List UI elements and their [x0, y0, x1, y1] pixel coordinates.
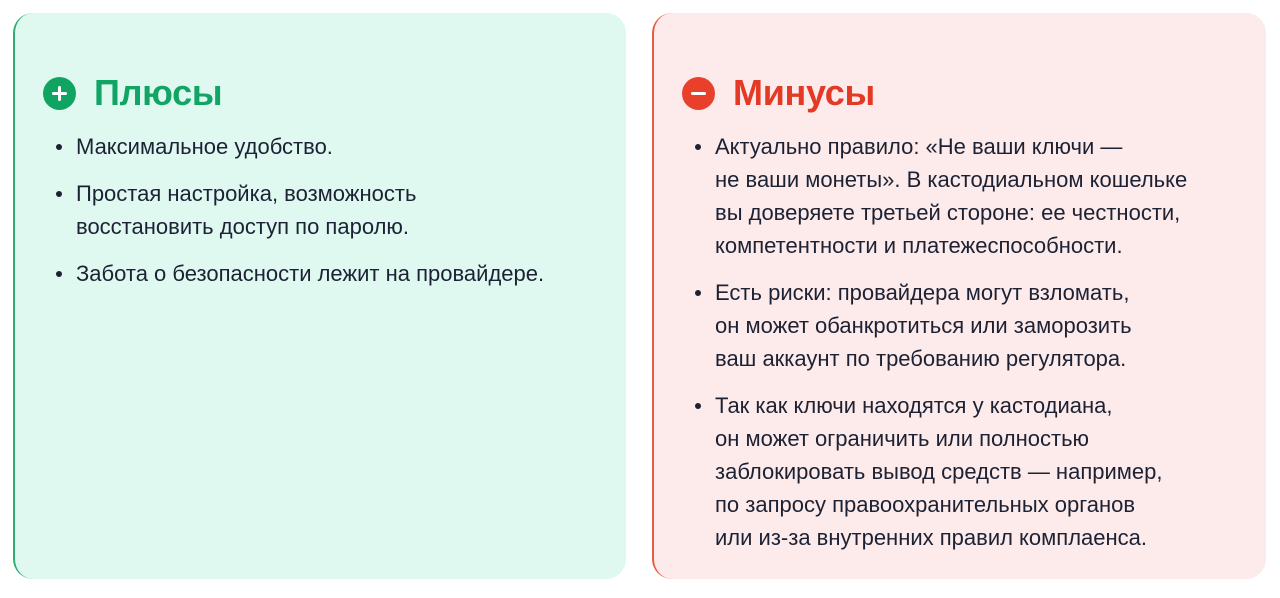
plus-circle-icon [43, 77, 76, 110]
pros-list [55, 130, 606, 304]
cons-header [682, 71, 875, 115]
pros-card [13, 13, 626, 579]
pros-title: Плюсы [94, 72, 223, 113]
pros-header [43, 71, 222, 115]
pros-item: Максимальное удобство. [76, 130, 606, 163]
minus-circle-icon [682, 77, 715, 110]
cons-title: Минусы [733, 72, 875, 113]
cons-card [652, 13, 1266, 579]
cons-list [694, 130, 1246, 568]
pros-item: Забота о безопасности лежит на провайдере. [76, 257, 606, 290]
pros-item: Простая настройка, возможность восстановить доступ по паролю. [76, 177, 606, 243]
cons-item: Актуально правило: «Не ваши ключи — не ваши монеты». В кастодиальном кошельке вы доверяете третьей стороне: ее честности, компетентности и платежеспособности. [715, 130, 1246, 262]
cons-item: Есть риски: провайдера могут взломать, он может обанкротиться или заморозить ваш аккаунт по требованию регулятора. [715, 276, 1246, 375]
cons-item: Так как ключи находятся у кастодиана, он может ограничить или полностью заблокировать вывод средств — например, по запросу правоохранительных органов или из-за внутренних правил комплаенса. [715, 389, 1246, 554]
